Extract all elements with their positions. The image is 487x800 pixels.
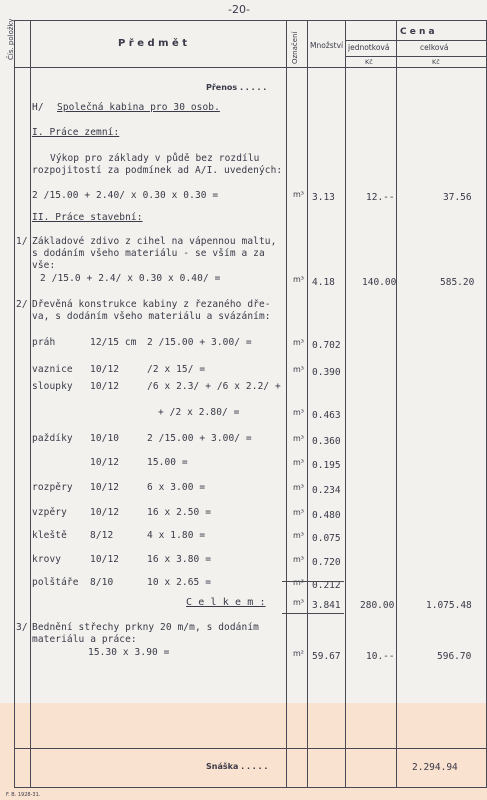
timber-size: 10/12 (90, 381, 120, 392)
timber-calc: 16 x 3.80 = (147, 554, 212, 565)
item1-total: 585.20 (440, 277, 475, 288)
item3-total: 596.70 (437, 651, 472, 662)
part1-title: I. Práce zemní: (32, 127, 120, 138)
timber-calc: + /2 x 2.80/ = (158, 407, 240, 418)
timber-size: 8/12 (90, 530, 114, 541)
timber-calc: 10 x 2.65 = (147, 577, 212, 588)
item1-number: 1/ (16, 236, 28, 247)
sum-rule (282, 581, 344, 582)
footer-print-code: F. B. 1928-31. (6, 792, 41, 798)
item2-quantity: 3.841 (312, 600, 341, 611)
timber-name: vaznice (32, 364, 73, 375)
timber-quantity: 0.075 (312, 533, 341, 544)
col-header-price: C e n a (400, 27, 435, 37)
timber-name: polštáře (32, 577, 79, 588)
item1-desc-line2: s dodáním všeho materiálu - se vším a za (32, 248, 265, 259)
item3-desc-line1: Bednění střechy prkny 20 m/m, s dodáním (32, 622, 259, 633)
timber-quantity: 0.702 (312, 340, 341, 351)
timber-calc: 2 /15.00 + 3.00/ = (147, 337, 252, 348)
timber-calc: 4 x 1.80 = (147, 530, 206, 541)
timber-unit: m³ (293, 408, 304, 417)
item2-sum-label: C e l k e m : (186, 597, 266, 608)
carry-sum-label: Snáška . . . . . (206, 762, 268, 771)
part1-quantity: 3.13 (312, 192, 335, 203)
item3-quantity: 59.67 (312, 651, 341, 662)
item2-unit: m³ (293, 598, 304, 607)
part2-title: II. Práce stavební: (32, 212, 143, 223)
timber-quantity: 0.390 (312, 367, 341, 378)
item1-unit: m³ (293, 275, 304, 284)
timber-calc: /2 x 15/ = (147, 364, 206, 375)
carry-sum-total: 2.294.94 (412, 762, 458, 773)
item1-quantity: 4.18 (312, 277, 335, 288)
timber-size: 10/12 (90, 482, 120, 493)
timber-name: kleště (32, 530, 67, 541)
timber-size: 12/15 cm (90, 337, 137, 348)
timber-size: 10/12 (90, 364, 120, 375)
paper-stain (0, 703, 487, 800)
item2-number: 2/ (16, 299, 28, 310)
item3-unit: m² (293, 649, 304, 658)
timber-unit: m³ (293, 578, 304, 587)
timber-calc: 15.00 = (147, 457, 188, 468)
timber-quantity: 0.720 (312, 557, 341, 568)
timber-calc: 2 /15.00 + 3.00/ = (147, 433, 252, 444)
timber-name: rozpěry (32, 482, 73, 493)
currency-label-unit: Kč (365, 58, 373, 66)
section-title: Společná kabina pro 30 osob. (57, 102, 220, 113)
item2-desc-line1: Dřevěná konstrukce kabiny z řezaného dře- (32, 299, 271, 310)
part1-calc: 2 /15.00 + 2.40/ x 0.30 x 0.30 = (32, 190, 219, 201)
timber-unit: m³ (293, 508, 304, 517)
part1-unit-price: 12.-- (366, 192, 395, 203)
timber-quantity: 0.480 (312, 510, 341, 521)
timber-quantity: 0.234 (312, 485, 341, 496)
col-header-item: P ř e d m ě t (118, 38, 188, 49)
page-number: -20- (228, 3, 250, 16)
timber-size: 10/12 (90, 554, 120, 565)
section-letter: H/ (32, 102, 44, 113)
col-header-unit-price: jednotková (348, 43, 390, 52)
item3-calc: 15.30 x 3.90 = (88, 647, 170, 658)
timber-quantity: 0.212 (312, 580, 341, 591)
item2-desc-line2: va, s dodáním všeho materiálu a svázáním: (32, 311, 271, 322)
timber-unit: m³ (293, 338, 304, 347)
timber-name: krovy (32, 554, 62, 565)
item1-unit-price: 140.00 (362, 277, 397, 288)
col-header-number: Čís. položky (7, 18, 15, 60)
timber-unit: m³ (293, 434, 304, 443)
timber-unit: m³ (293, 555, 304, 564)
carry-over-label: Přenos . . . . . (206, 83, 267, 92)
timber-size: 10/12 (90, 457, 120, 468)
part1-desc-line2: rozpojitostí za podmínek ad A/I. uvedených: (32, 165, 283, 176)
timber-calc: 16 x 2.50 = (147, 507, 212, 518)
currency-label-total: Kč (432, 58, 440, 66)
timber-quantity: 0.195 (312, 460, 341, 471)
item1-desc-line1: Základové zdivo z cihel na vápennou maltu, (32, 236, 277, 247)
timber-quantity: 0.360 (312, 436, 341, 447)
timber-calc: 6 x 3.00 = (147, 482, 206, 493)
timber-size: 8/10 (90, 577, 114, 588)
timber-unit: m³ (293, 531, 304, 540)
timber-size: 10/10 (90, 433, 120, 444)
item3-desc-line2: materiálu a práce: (32, 634, 137, 645)
timber-name: sloupky (32, 381, 73, 392)
item1-desc-line3: vše: (32, 260, 56, 271)
timber-unit: m³ (293, 483, 304, 492)
part1-total: 37.56 (443, 192, 472, 203)
sum-rule-lower (282, 613, 344, 614)
item2-unit-price: 280.00 (360, 600, 395, 611)
timber-unit: m³ (293, 365, 304, 374)
item3-number: 3/ (16, 622, 28, 633)
timber-name: paždíky (32, 433, 73, 444)
item3-unit-price: 10.-- (366, 651, 395, 662)
col-header-quantity: Množství (310, 41, 344, 50)
timber-calc: /6 x 2.3/ + /6 x 2.2/ + (147, 381, 281, 392)
col-header-mark: Označení (291, 31, 299, 64)
item1-calc: 2 /15.0 + 2.4/ x 0.30 x 0.40/ = (40, 273, 221, 284)
col-header-total-price: celková (420, 43, 449, 52)
part1-unit: m³ (293, 190, 304, 199)
part1-desc-line1: Výkop pro základy v půdě bez rozdílu (50, 153, 260, 164)
item2-total: 1.075.48 (426, 600, 472, 611)
timber-size: 10/12 (90, 507, 120, 518)
timber-unit: m³ (293, 458, 304, 467)
timber-quantity: 0.463 (312, 410, 341, 421)
timber-name: práh (32, 337, 56, 348)
timber-name: vzpěry (32, 507, 67, 518)
